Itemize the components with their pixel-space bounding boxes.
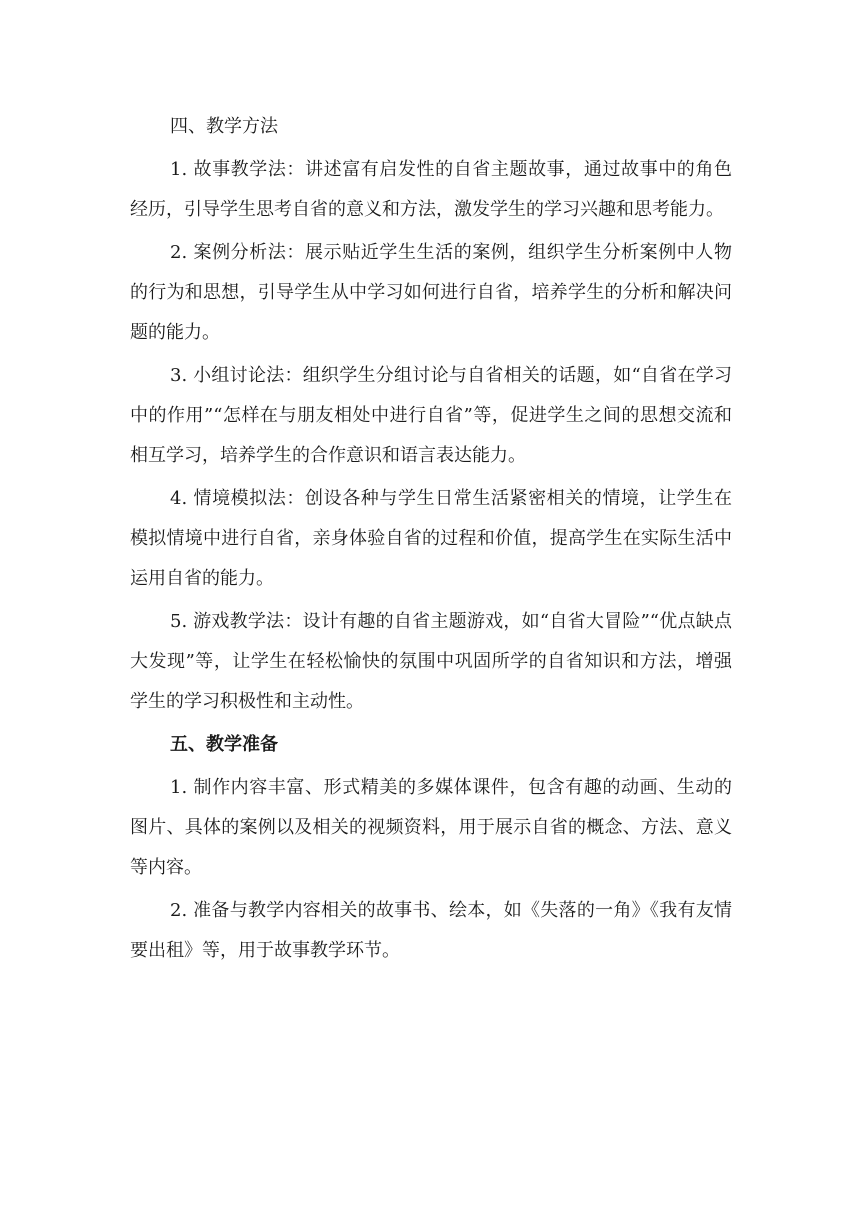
paragraph-case-analysis: 2. 案例分析法：展示贴近学生生活的案例，组织学生分析案例中人物的行为和思想，引导学生从中学习如何进行自省，培养学生的分析和解决问题的能力。 <box>130 242 732 343</box>
paragraph-story-books: 2. 准备与教学内容相关的故事书、绘本，如《失落的一角》《我有友情要出租》等，用于故事教学环节。 <box>130 900 732 961</box>
section-heading-teaching-preparation: 五、教学准备 <box>170 734 278 755</box>
document-body <box>130 107 732 974</box>
section-heading-teaching-methods: 四、教学方法 <box>170 116 278 137</box>
paragraph-multimedia-courseware: 1. 制作内容丰富、形式精美的多媒体课件，包含有趣的动画、生动的图片、具体的案例以及相关的视频资料，用于展示自省的概念、方法、意义等内容。 <box>130 777 732 878</box>
paragraph-game-teaching: 5. 游戏教学法：设计有趣的自省主题游戏，如“自省大冒险”“优点缺点大发现”等，让学生在轻松愉快的氛围中巩固所学的自省知识和方法，增强学生的学习积极性和主动性。 <box>130 611 732 712</box>
paragraph-story-teaching: 1. 故事教学法：讲述富有启发性的自省主题故事，通过故事中的角色经历，引导学生思考自省的意义和方法，激发学生的学习兴趣和思考能力。 <box>130 159 732 220</box>
paragraph-group-discussion: 3. 小组讨论法：组织学生分组讨论与自省相关的话题，如“自省在学习中的作用”“怎样在与朋友相处中进行自省”等，促进学生之间的思想交流和相互学习，培养学生的合作意识和语言表达能力。 <box>130 365 732 466</box>
paragraph-situation-simulation: 4. 情境模拟法：创设各种与学生日常生活紧密相关的情境，让学生在模拟情境中进行自省，亲身体验自省的过程和价值，提高学生在实际生活中运用自省的能力。 <box>130 488 732 589</box>
